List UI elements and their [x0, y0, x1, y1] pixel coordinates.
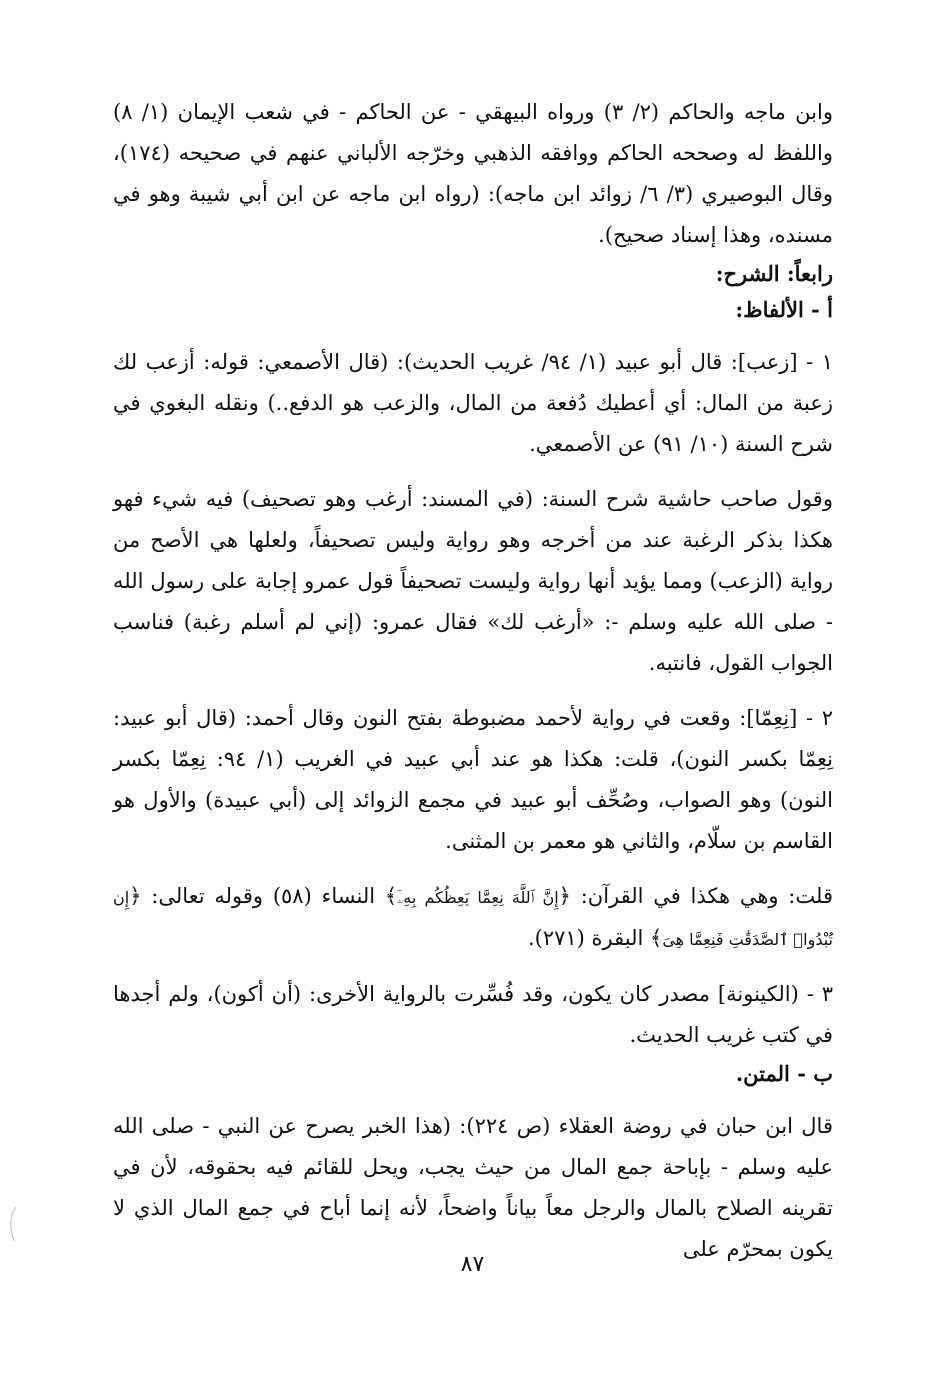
paragraph-niimma: ٢ - [نِعِمّا]: وقعت في رواية لأحمد مضبوطة بفتح النون وقال أحمد: (قال أبو عبيد: نِعِمّا بكسر النون)، قلت: هكذا هو عند أبي عبيد في الغريب (١/ ٩٤: نِعِمّا بكسر النون) وهو الصواب، وصُحِّف أبو عبيد في مجمع الزوائد إلى (أبي عبيدة) والأول هو القاسم بن سلّام، والثاني هو معمر بن المثنى. — [113, 706, 833, 853]
heading-alfaz: أ - الألفاظ: — [735, 297, 833, 322]
paragraph-citation: وابن ماجه والحاكم (٢/ ٣) ورواه البيهقي - عن الحاكم - في شعب الإيمان (١/ ٨) واللفظ له وصححه الحاكم ووافقه الذهبي وخرّجه الألباني عنهم في صحيحه (١٧٤)، وقال البوصيري (٣/ ٦/ زوائد ابن ماجه): (رواه ابن ماجه عن ابن أبي شيبة وهو في مسنده، وهذا إسناد صحيح). — [113, 100, 833, 247]
page-edge-mark — [6, 1205, 20, 1243]
page-body — [113, 92, 833, 1270]
heading-section-4-sharh: رابعاً: الشرح: — [715, 261, 833, 286]
paragraph-zaab: ١ - [زعب]: قال أبو عبيد (١/ ٩٤/ غريب الحديث): (قال الأصمعي: قوله: أزعب لك زعبة من المال: أي أعطيك دُفعة من المال، والزعب هو الدفع..) ونقله البغوي في شرح السنة (١٠/ ٩١) عن الأصمعي. — [113, 350, 833, 456]
heading-matn: ب - المتن. — [735, 1061, 833, 1086]
page-number: ٨٧ — [460, 1252, 485, 1277]
paragraph-kaynuna: ٣ - (الكينونة] مصدر كان يكون، وقد فُسِّرت بالرواية الأخرى: (أن أكون)، ولم أجدها في كتب غريب الحديث. — [113, 982, 833, 1047]
paragraph-ibn-hibban: قال ابن حبان في روضة العقلاء (ص ٢٢٤): (هذا الخبر يصرح عن النبي - صلى الله عليه وسلم - بإباحة جمع المال من حيث يجب، ويحل للقائم فيه بحقوقه، لأن في تقرينه الصلاح بالمال والرجل معاً بياناً واضحاً، لأنه إنما أباح في جمع المال الذي لا يكون بمحرّم على — [113, 1114, 833, 1261]
quran-end: ﴾ البقرة (٢٧١). — [527, 926, 663, 950]
paragraph-quran — [113, 876, 833, 960]
paragraph-hashiya: وقول صاحب حاشية شرح السنة: (في المسند: أرغب وهو تصحيف) فيه شيء فهو هكذا بذكر الرغبة عند من أخرجه وهو رواية وليس تصحيفاً، ولعلها هي الأصح من رواية (الزعب) ومما يؤيد أنها رواية وليست تصحيفاً قول عمرو إجابة على رسول الله - صلى الله عليه وسلم -: «أرغب لك» فقال عمرو: (إني لم أسلم رغبة) فناسب الجواب القول، فانتبه. — [113, 487, 833, 675]
quran-verse-baqara: إِن تُبْدُوا۟ ٱلصَّدَقَٰتِ فَنِعِمَّا هِىَ — [113, 888, 833, 949]
quran-intro: قلت: وهي هكذا في القرآن: ﴿ — [558, 884, 833, 908]
quran-middle: ﴾ النساء (٥٨) وقوله تعالى: ﴿ — [129, 884, 398, 908]
quran-verse-nisa: إِنَّ ٱللَّهَ نِعِمَّا يَعِظُكُم بِهِۦٓ — [397, 888, 559, 907]
